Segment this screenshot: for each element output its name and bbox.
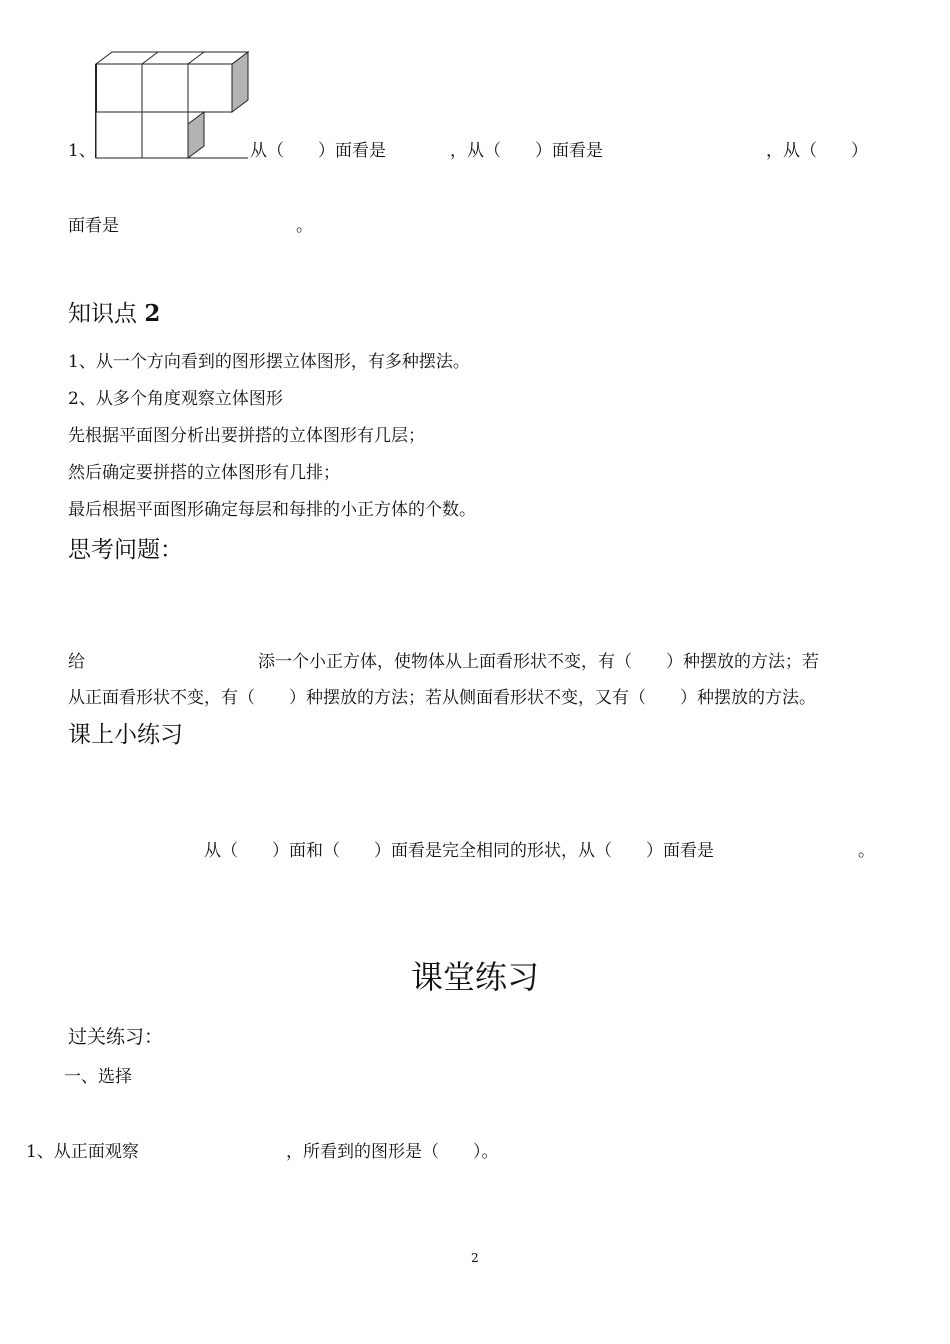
cube-figure [94,50,250,160]
section-choice: 一、选择 [64,1067,132,1087]
q1-number: 1、 [68,141,96,161]
kp2-title [68,300,160,328]
kp2-item: 最后根据平面图形确定每层和每排的小正方体的个数。 [68,500,476,520]
q1-segment-1: 从（ ）面看是 [250,141,386,161]
q1-segment-3: ，从（ ） [766,141,868,161]
classroom-title: 课堂练习 [411,958,540,996]
q1-segment-2: ，从（ ）面看是 [450,141,603,161]
choice-q1-end: ，所看到的图形是（ ）。 [286,1142,499,1162]
practice-line: 从（ ）面和（ ）面看是完全相同的形状，从（ ）面看是 [204,841,714,861]
q1-line2-end: 。 [296,216,313,236]
kp2-item: 1、从一个方向看到的图形摆立体图形，有多种摆法。 [68,352,470,372]
page-number: 2 [471,1251,479,1265]
think-give: 给 [68,652,85,672]
kp2-item: 2、从多个角度观察立体图形 [68,389,283,409]
practice-line-end: 。 [858,841,875,861]
think-line-1: 添一个小正方体，使物体从上面看形状不变，有（ ）种摆放的方法；若 [258,652,819,672]
think-line-2: 从正面看形状不变，有（ ）种摆放的方法；若从侧面看形状不变，又有（ ）种摆放的方法。 [68,688,816,708]
pass-practice-label: 过关练习： [68,1026,164,1048]
choice-q1-start: 1、从正面观察 [26,1142,139,1162]
kp2-title-text: 知识点 [68,301,145,327]
kp2-item: 然后确定要拼搭的立体图形有几排； [68,463,340,483]
think-title: 思考问题： [68,537,183,563]
kp2-title-number: 2 [144,300,161,327]
q1-line2-start: 面看是 [68,216,119,236]
kp2-item: 先根据平面图分析出要拼搭的立体图形有几层； [68,426,425,446]
practice-title: 课上小练习 [68,722,183,748]
